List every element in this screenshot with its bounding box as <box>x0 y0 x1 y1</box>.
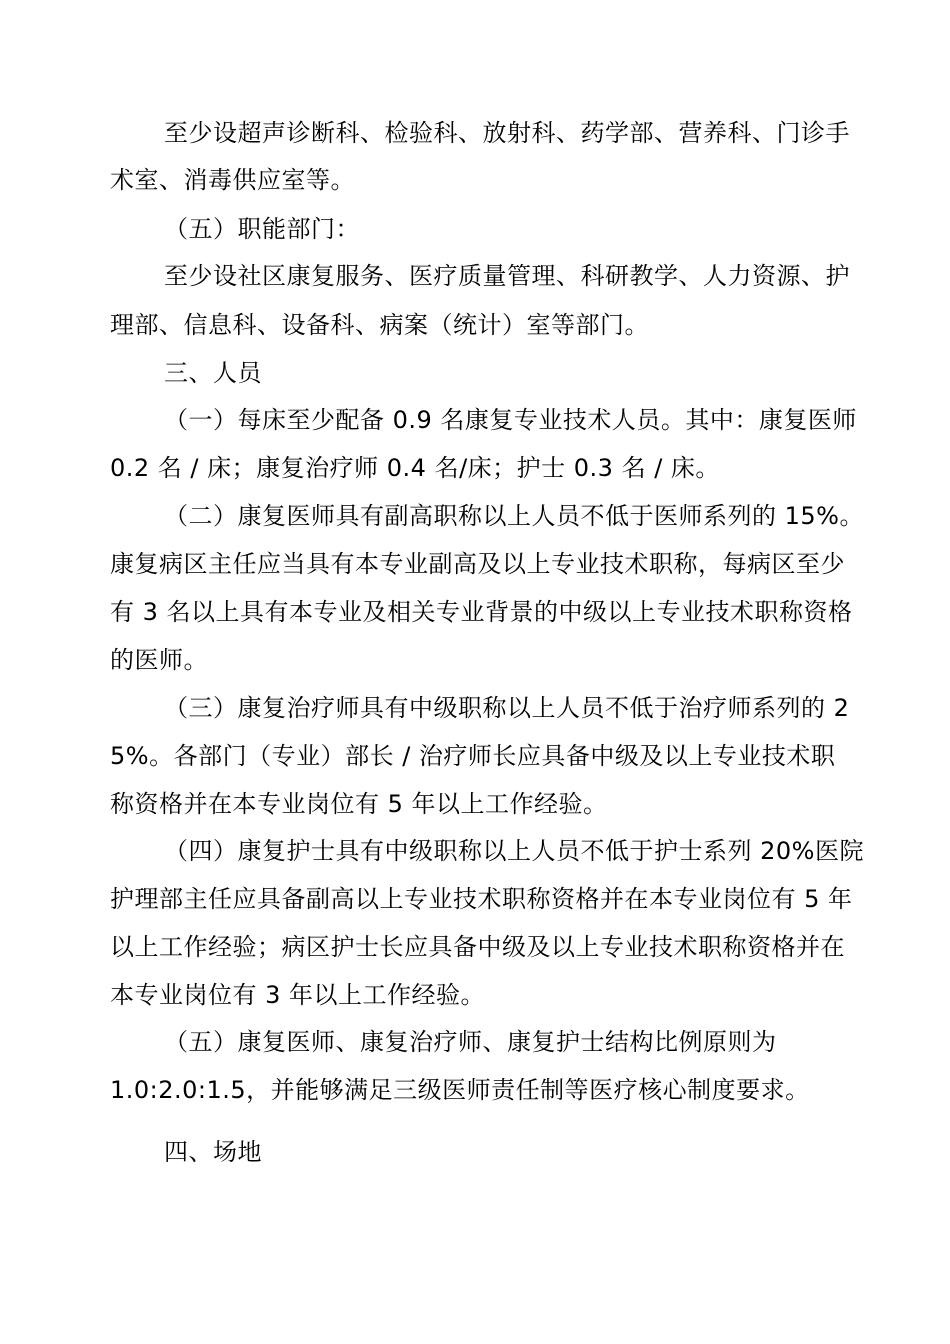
text-line: 至少设超声诊断科、检验科、放射科、药学部、营养科、门诊手 <box>164 119 850 147</box>
text-line: 0.2 名 / 床；康复治疗师 0.4 名/床；护士 0.3 名 / 床。 <box>110 454 720 482</box>
section-heading: （五）职能部门： <box>164 215 360 243</box>
section-heading: 四、场地 <box>164 1138 262 1166</box>
text-line: 护理部主任应具备副高以上专业技术职称资格并在本专业岗位有 5 年 <box>110 885 853 913</box>
text-line: 称资格并在本专业岗位有 5 年以上工作经验。 <box>110 790 608 818</box>
text-line: （四）康复护士具有中级职称以上人员不低于护士系列 20%医院 <box>164 837 864 865</box>
text-line: 以上工作经验；病区护士长应具备中级及以上专业技术职称资格并在 <box>110 933 845 961</box>
text-line: 的医师。 <box>110 646 208 674</box>
text-line: 康复病区主任应当具有本专业副高及以上专业技术职称，每病区至少 <box>110 550 845 578</box>
text-line: （二）康复医师具有副高职称以上人员不低于医师系列的 15%。 <box>164 502 864 530</box>
text-line: 本专业岗位有 3 年以上工作经验。 <box>110 981 486 1009</box>
text-line: 1.0:2.0:1.5，并能够满足三级医师责任制等医疗核心制度要求。 <box>110 1076 810 1104</box>
section-heading: 三、人员 <box>164 359 262 387</box>
text-line: 5%。各部门（专业）部长 / 治疗师长应具备中级及以上专业技术职 <box>110 742 836 770</box>
text-line: 有 3 名以上具有本专业及相关专业背景的中级以上专业技术职称资格 <box>110 598 853 626</box>
text-line: 理部、信息科、设备科、病案（统计）室等部门。 <box>110 311 649 339</box>
text-line: （一）每床至少配备 0.9 名康复专业技术人员。其中：康复医师 <box>164 406 857 434</box>
text-line: 至少设社区康复服务、医疗质量管理、科研教学、人力资源、护 <box>164 262 850 290</box>
text-line: （三）康复治疗师具有中级职称以上人员不低于治疗师系列的 2 <box>164 694 850 722</box>
text-line: 术室、消毒供应室等。 <box>110 166 355 194</box>
text-line: （五）康复医师、康复治疗师、康复护士结构比例原则为 <box>164 1028 777 1056</box>
